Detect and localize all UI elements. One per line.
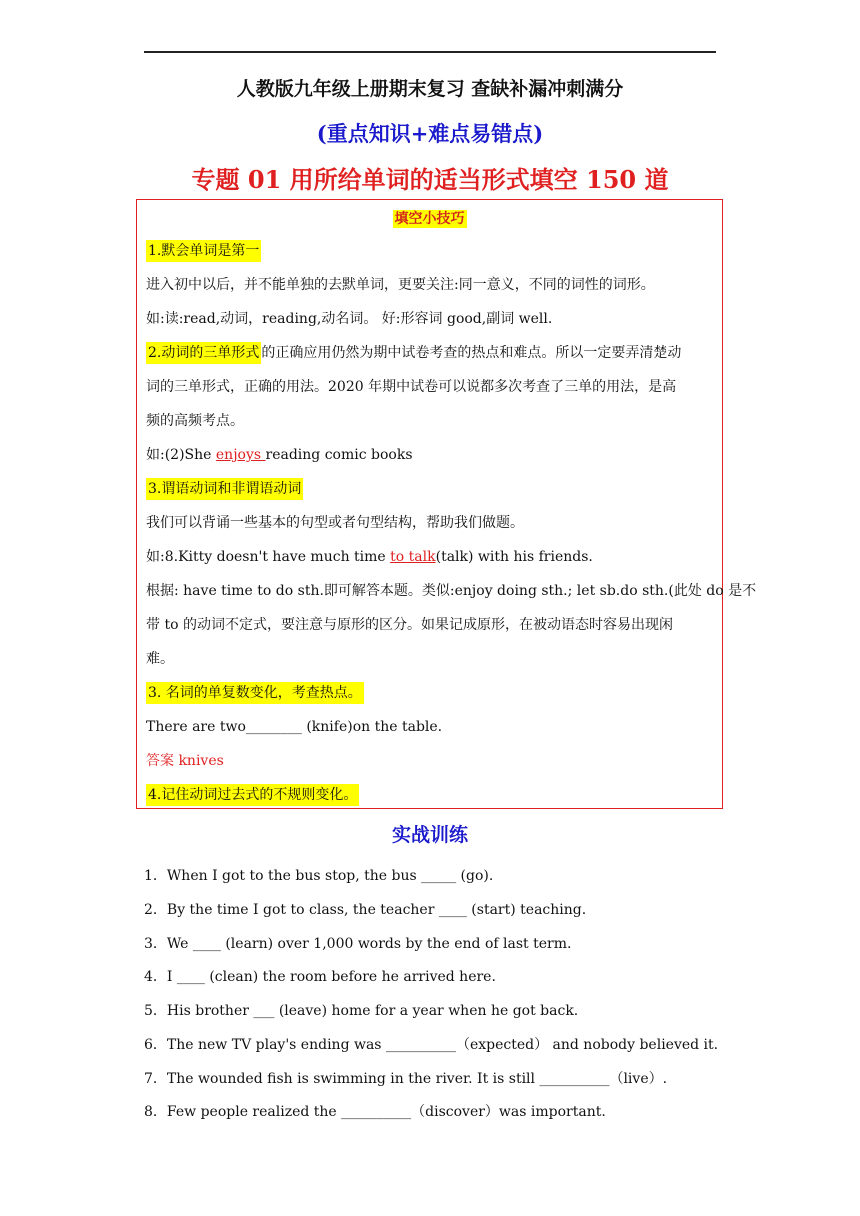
tip-heading-2: 2.动词的三单形式 的正确应用仍然为期中试卷考查的热点和难点。所以一定要弄清楚动: [146, 344, 681, 362]
question-item: 6．The new TV play's ending was __________（expected） and nobody believed it.: [144, 1037, 719, 1053]
question-item: 8．Few people realized the __________（discover）was important.: [144, 1104, 606, 1120]
top-rule: [144, 51, 716, 53]
tip-answer: 答案 knives: [146, 753, 224, 769]
tip-example: There are two________ (knife)on the table.: [146, 719, 443, 735]
tip-paragraph: 带 to 的动词不定式，要注意与原形的区分。如果记成原形，在被动语态时容易出现闲: [146, 617, 673, 633]
tip-example: 如:(2)She enjoys reading comic books: [146, 447, 413, 463]
tip-paragraph: 进入初中以后，并不能单独的去默单词，更要关注:同一意义，不同的词性的词形。: [146, 277, 655, 293]
tip-heading-3: 3.谓语动词和非谓语动词: [146, 480, 303, 498]
tip-paragraph: 根据: have time to do sth.即可解答本题。类似:enjoy doing sth.; let sb.do sth.(此处 do 是不: [146, 583, 757, 599]
tip-heading-5: 4.记住动词过去式的不规则变化。: [146, 786, 359, 804]
example-answer: to talk: [390, 549, 436, 565]
tip-paragraph: 难。: [146, 651, 174, 667]
page-subtitle: (重点知识+难点易错点): [316, 121, 544, 146]
tip-paragraph: 词的三单形式，正确的用法。2020 年期中试卷可以说都多次考查了三单的用法，是高: [146, 379, 677, 395]
question-item: 3．We ____ (learn) over 1,000 words by the end of last term.: [144, 936, 572, 952]
tip-paragraph: 如:读:read,动词，reading,动名词。 好:形容词 good,副词 well.: [146, 311, 553, 327]
question-item: 1．When I got to the bus stop, the bus _____ (go).: [144, 868, 494, 884]
question-item: 2．By the time I got to class, the teacher ____ (start) teaching.: [144, 902, 587, 918]
topic-title: 专题 01 用所给单词的适当形式填空 150 道: [191, 165, 669, 194]
question-item: 7．The wounded fish is swimming in the river. It is still __________（live）.: [144, 1071, 668, 1087]
example-answer: enjoys: [215, 447, 266, 463]
tip-heading-4: 3. 名词的单复数变化，考查热点。: [146, 684, 364, 702]
question-item: 5．His brother ___ (leave) home for a year when he got back.: [144, 1003, 579, 1019]
tip-paragraph: 频的高频考点。: [146, 413, 244, 429]
tip-heading-1: 1.默会单词是第一: [146, 242, 261, 260]
tip-example: 如:8.Kitty doesn't have much time to talk(talk) with his friends.: [146, 549, 593, 565]
page-title: 人教版九年级上册期末复习 查缺补漏冲刺满分: [236, 78, 624, 100]
tips-box: [136, 199, 757, 809]
tip-paragraph: 我们可以背诵一些基本的句型或者句型结构，帮助我们做题。: [146, 515, 524, 531]
question-item: 4．I ____ (clean) the room before he arrived here.: [144, 969, 496, 985]
tips-title: 填空小技巧: [394, 211, 465, 227]
practice-title: 实战训练: [391, 824, 468, 846]
